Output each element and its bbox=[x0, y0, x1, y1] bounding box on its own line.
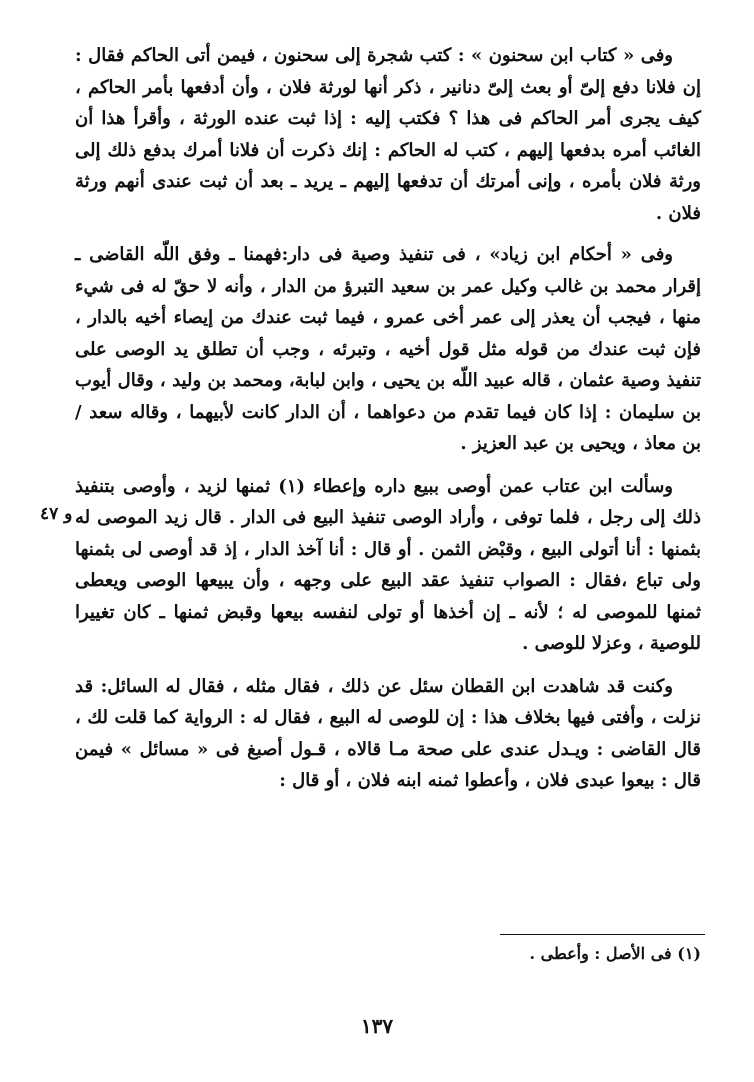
paragraph-1: وفى « كتاب ابن سحنون » : كتب شجرة إلى سحنون ، فيمن أتى الحاكم فقال : إن فلانا دفع إلىّ أو بعث إلىّ دنانير ، ذكر أنها لورثة فلان ، وأن أدفعها بأمر الحاكم ، كيف يجرى أمر الحاكم فى هذا ؟ فكتب إليه : إذا ثبت عنده الورثة ، وأقرأ هذا أن الغائب أمره بدفعها إليهم ، كتب له الحاكم : إنك ذكرت أن فلانا أمرك بدفع ذلك إلى ورثة فلان بأمره ، وإنى أمرتك أن تدفعها إليهم ـ يريد ـ بعد أن ثبت عندى أنهم ورثة فلان . bbox=[75, 45, 701, 224]
margin-folio-note: و ٤٧ bbox=[40, 504, 73, 524]
paragraph-2: وفى « أحكام ابن زياد» ، فى تنفيذ وصية فى دار:فهمنا ـ وفق اللّه القاضى ـ إقرار محمد بن غالب وكيل عمر بن سعيد التبرؤ من الدار ، وأنه لا حقّ له فى شيء منها ، فيجب أن يعذر إلى عمر أخى عمرو ، فيما ثبت عندك من إيصاء أخيه بالدار ، فإن ثبت عندك من قوله مثل قول أخيه ، وتبرئه ، وجب أن تطلق يد الوصى على تنفيذ وصية عثمان ، قاله عبيد اللّه بن يحيى ، وابن لبابة، ومحمد بن وليد ، وقال أيوب بن سليمان : إذا كان فيما تقدم من دعواهما ، أن الدار كانت لأبيهما ، وقاله سعد / بن معاذ ، ويحيى بن عبد العزيز . bbox=[75, 244, 701, 454]
main-text-block bbox=[75, 40, 701, 808]
footnote: (١) فى الأصل : وأعطى . bbox=[529, 944, 701, 963]
footnote-divider bbox=[500, 934, 705, 935]
paragraph-4: وكنت قد شاهدت ابن القطان سئل عن ذلك ، فقال مثله ، فقال له السائل: قد نزلت ، وأفتى فيها بخلاف هذا : إن للوصى له البيع ، فقال له : الرواية كما قلت لك ، قال القاضى : ويـدل عندى على صحة مـا قالاه ، قـول أصبغ فى « مسائل » فيمن قال : بيعوا عبدى فلان ، وأعطوا ثمنه ابنه فلان ، أو قال : bbox=[75, 675, 701, 791]
page-number: ١٣٧ bbox=[360, 1014, 394, 1038]
paragraph-3: وسألت ابن عتاب عمن أوصى ببيع داره وإعطاء (١) ثمنها لزيد ، وأوصى بتنفيذ ذلك إلى رجل ، فلما توفى ، وأراد الوصى تنفيذ البيع فى الدار . قال زيد الموصى له بثمنها : أنا أتولى البيع ، وقبْض الثمن . أو قال : أنا آخذ الدار ، إذ قد أوصى لى بثمنها ولى تباع ،فقال : الصواب تنفيذ عقد البيع على وجهه ، وأن يبيعها الوصى ويعطى ثمنها للموصى له ؛ لأنه ـ إن أخذها أو تولى لنفسه بيعها وقبض ثمنها ـ كان تغييرا للوصية ، وعزلا للوصى . bbox=[75, 475, 701, 654]
